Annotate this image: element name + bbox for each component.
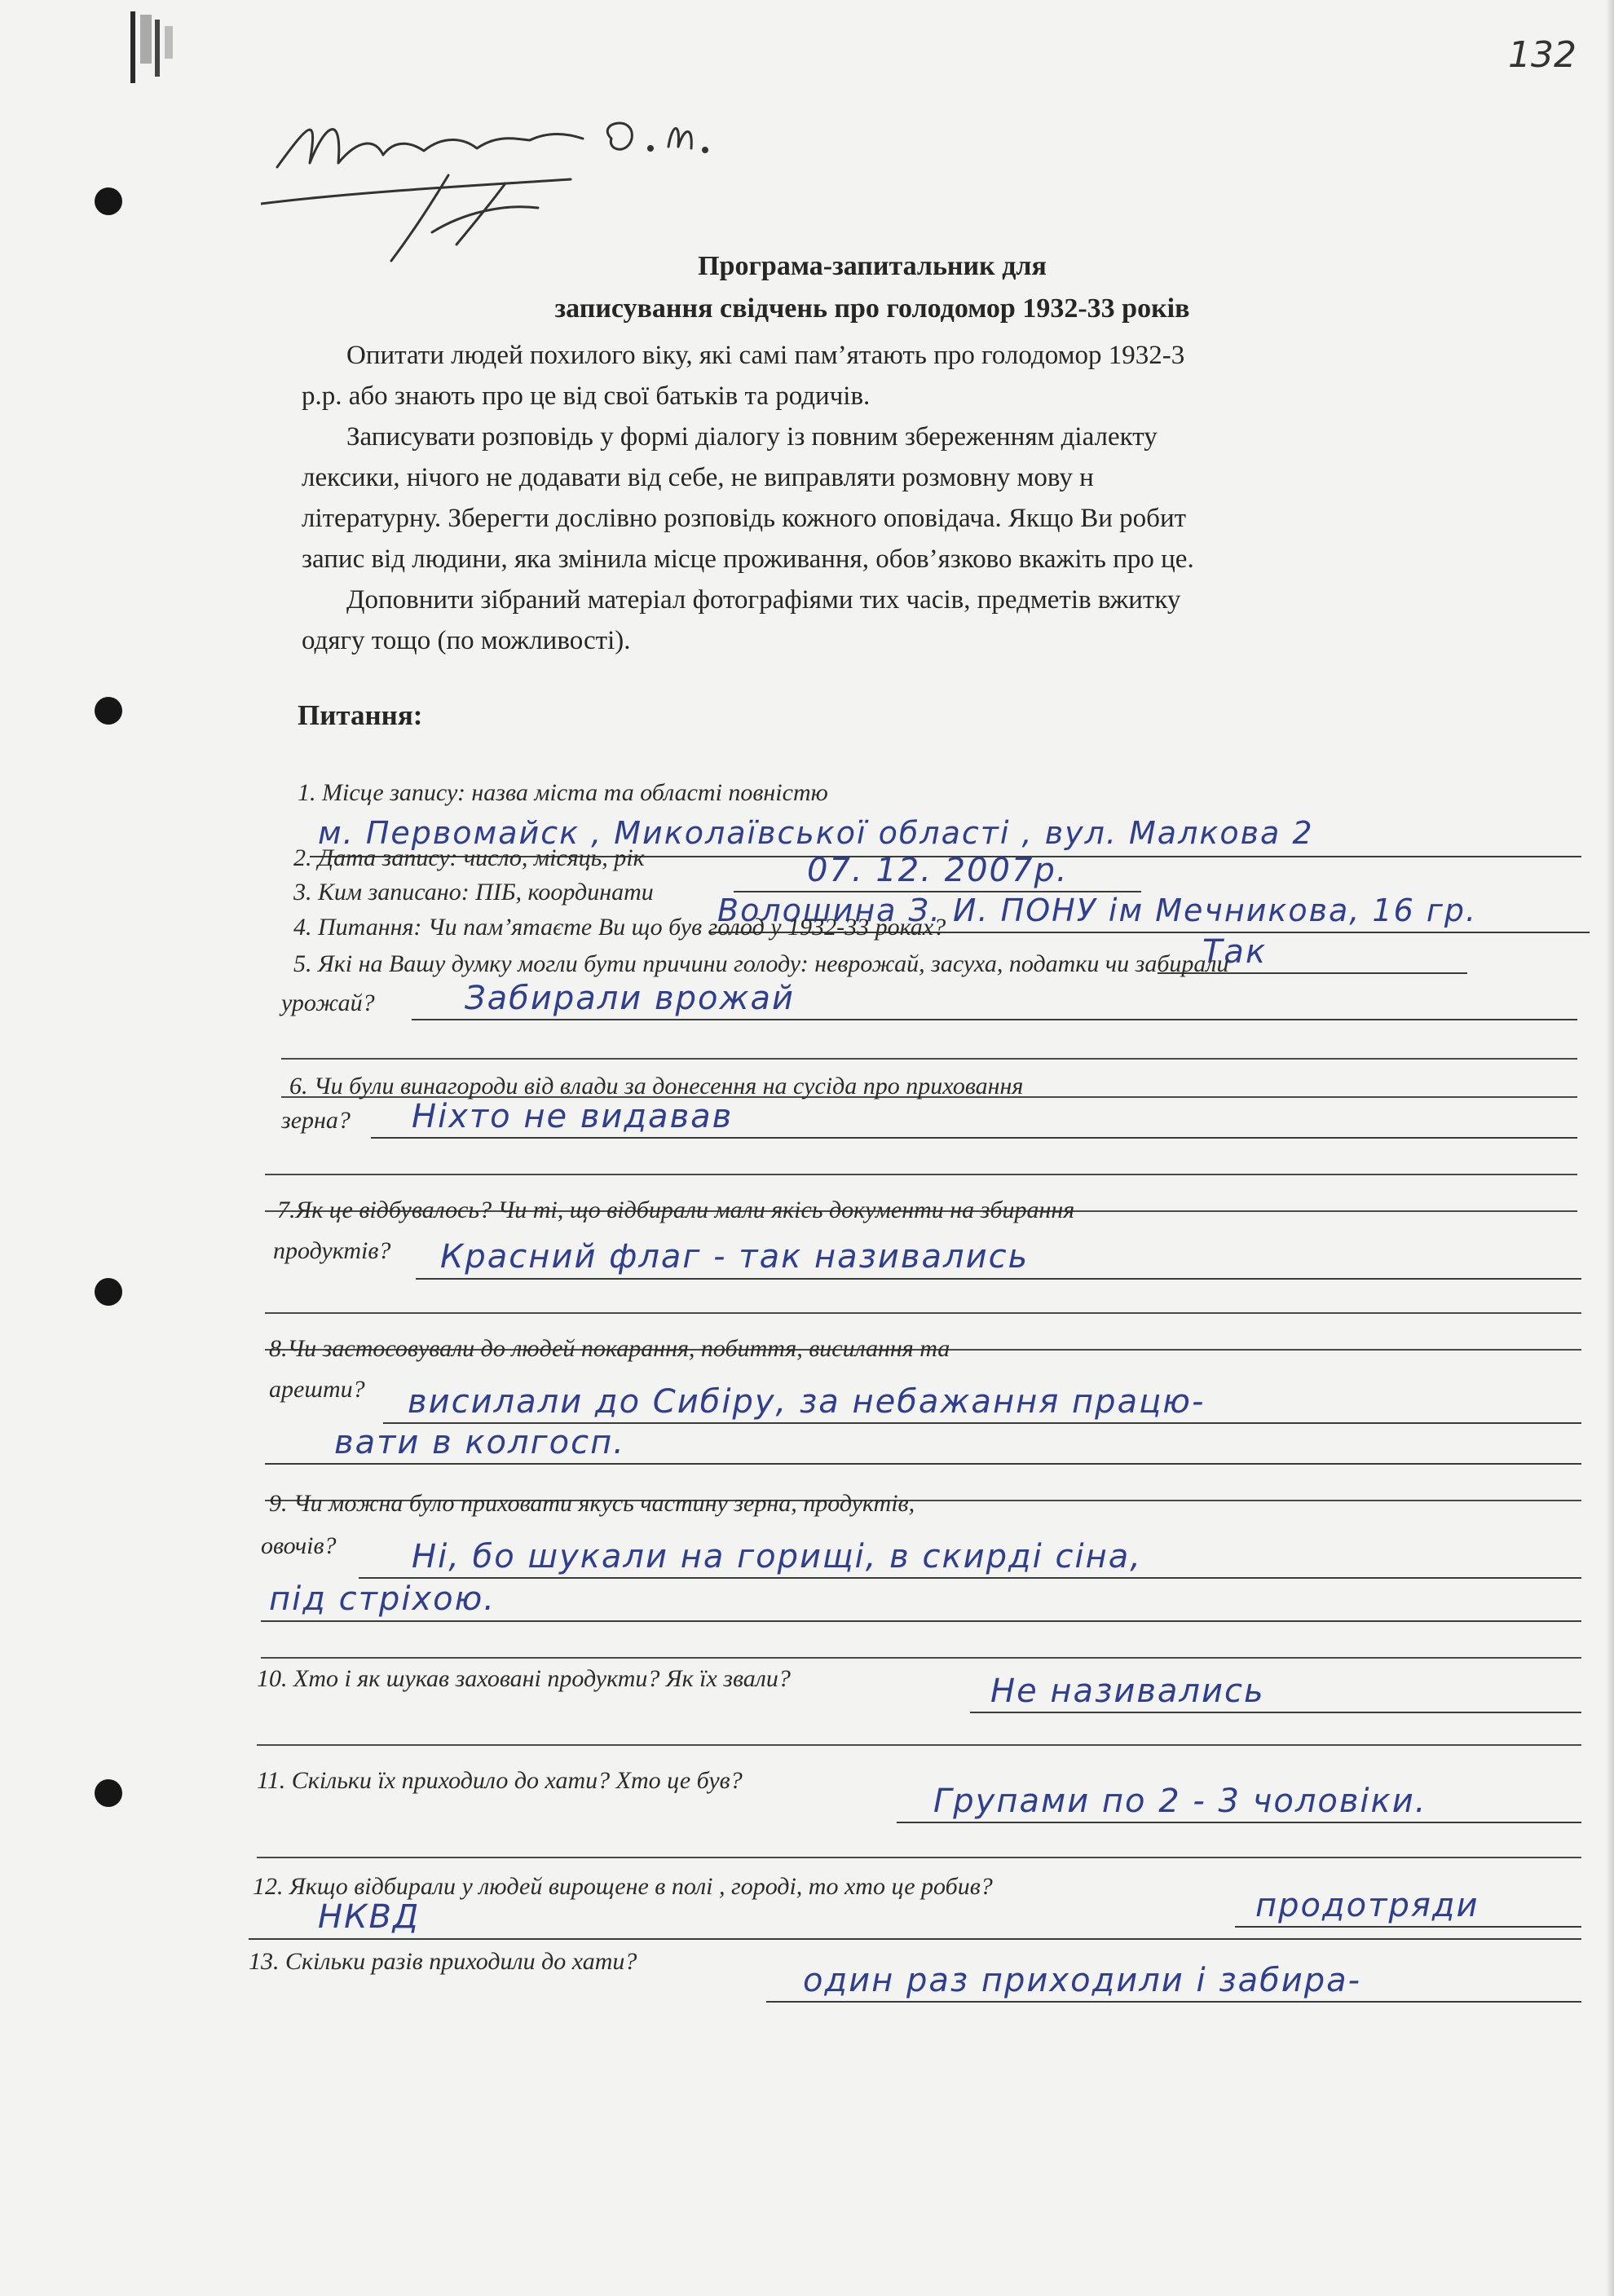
answer-4-remember: Так xyxy=(1202,933,1268,971)
answer-8-underline-2 xyxy=(265,1463,1581,1465)
answer-12-underline-2 xyxy=(249,1938,1581,1940)
punch-hole-4 xyxy=(95,1779,122,1807)
intro-line: Доповнити зібраний матеріал фотографіями тих часів, предметів вжитку xyxy=(346,585,1181,615)
question-10: 10. Хто і як шукав заховані продукти? Як їх звали? xyxy=(257,1665,791,1692)
answer-13-times: один раз приходили і забира- xyxy=(803,1962,1362,1999)
question-4: 4. Питання: Чи пам’ятаєте Ви що був голод у 1932-33 роках? xyxy=(293,914,946,941)
answer-9-hiding-cont: під стріхою. xyxy=(269,1580,496,1618)
answer-2-date: 07. 12. 2007р. xyxy=(807,852,1069,889)
answer-1-place: м. Первомайск , Миколаївської області , вул. Малкова 2 xyxy=(318,815,1314,851)
question-7-cont: продуктів? xyxy=(273,1237,391,1264)
blank-line xyxy=(257,1744,1581,1746)
answer-10-underline xyxy=(970,1712,1581,1713)
answer-12-who-cont: НКВД xyxy=(318,1898,421,1936)
answer-9-underline-2 xyxy=(261,1620,1581,1622)
blank-line xyxy=(281,1058,1577,1060)
intro-line: запис від людини, яка змінила місце проживання, обов’язково вкажіть про це. xyxy=(302,544,1194,574)
questions-heading: Питання: xyxy=(298,699,423,731)
handwritten-signature xyxy=(261,90,717,277)
scan-artifact-mark xyxy=(130,11,187,85)
answer-12-underline xyxy=(1235,1926,1581,1928)
question-6-cont: зерна? xyxy=(281,1107,351,1134)
blank-line xyxy=(265,1174,1577,1175)
blank-line xyxy=(257,1857,1581,1858)
question-12: 12. Якщо відбирали у людей вирощене в полі , городі, то хто це робив? xyxy=(253,1873,993,1900)
answer-5-causes: Забирали врожай xyxy=(465,980,795,1017)
intro-line: одягу тощо (по можливості). xyxy=(302,626,631,655)
punch-hole-3 xyxy=(95,1278,122,1306)
question-6: 6. Чи були винагороди від влади за донесення на сусіда про приховання xyxy=(289,1073,1024,1100)
intro-line: лексики, нічого не додавати від себе, не виправляти розмовну мову н xyxy=(302,463,1094,492)
answer-11-underline xyxy=(897,1822,1581,1823)
intro-line: Опитати людей похилого віку, які самі пам’ятають про голодомор 1932-3 xyxy=(346,341,1185,370)
punch-hole-1 xyxy=(95,187,122,215)
question-9: 9. Чи можна було приховати якусь частину зерна, продуктів, xyxy=(269,1490,915,1517)
page-edge-shadow xyxy=(1606,0,1614,2296)
answer-7-underline xyxy=(416,1278,1581,1280)
intro-line: Записувати розповідь у формі діалогу із повним збереженням діалекту xyxy=(346,422,1158,452)
answer-9-underline xyxy=(359,1577,1581,1579)
blank-line xyxy=(261,1657,1581,1659)
answer-5-underline xyxy=(412,1019,1577,1020)
question-3: 3. Ким записано: ПІБ, координати xyxy=(293,879,654,906)
answer-10-who-searched: Не називались xyxy=(990,1672,1265,1710)
page-number: 132 xyxy=(1508,34,1577,76)
answer-6-underline xyxy=(371,1137,1577,1139)
intro-line: р.р. або знають про це від свої батьків та родичів. xyxy=(302,381,871,411)
blank-line xyxy=(265,1312,1581,1314)
form-title-line-1: Програма-запитальник для xyxy=(698,251,1047,281)
question-13: 13. Скільки разів приходили до хати? xyxy=(249,1948,637,1975)
punch-hole-2 xyxy=(95,697,122,725)
answer-8-punishment-cont: вати в колгосп. xyxy=(334,1424,625,1461)
answer-7-process: Красний флаг - так називались xyxy=(440,1238,1030,1276)
question-11: 11. Скільки їх приходило до хати? Хто це був? xyxy=(257,1767,743,1794)
question-2: 2. Дата запису: число, місяць, рік xyxy=(293,844,645,871)
answer-13-underline xyxy=(766,2001,1581,2003)
question-8-cont: арешти? xyxy=(269,1376,365,1403)
answer-9-hiding: Ні, бо шукали на горищі, в скирді сіна, xyxy=(412,1538,1142,1575)
question-9-cont: овочів? xyxy=(261,1532,337,1559)
answer-11-how-many: Групами по 2 - 3 чоловіки. xyxy=(933,1783,1427,1820)
question-5-cont: урожай? xyxy=(281,989,375,1016)
answer-12-who: продотряди xyxy=(1255,1887,1480,1924)
question-1: 1. Місце запису: назва міста та області повністю xyxy=(298,779,828,806)
question-7: 7.Як це відбувалось? Чи ті, що відбирали мали якісь документи на збирання xyxy=(277,1196,1075,1223)
intro-line: літературну. Зберегти дослівно розповідь кожного оповідача. Якщо Ви робит xyxy=(302,504,1187,533)
question-5: 5. Які на Вашу думку могли бути причини голоду: неврожай, засуха, податки чи забирали xyxy=(293,950,1229,977)
question-8: 8.Чи застосовували до людей покарання, побиття, висилання та xyxy=(269,1335,950,1362)
answer-8-punishment: висилали до Сибіру, за небажання працю- xyxy=(408,1383,1206,1421)
answer-6-rewards: Ніхто не видавав xyxy=(412,1098,734,1135)
form-title-line-2: записування свідчень про голодомор 1932-33 років xyxy=(554,293,1190,324)
answer-3-recorder: Волошина З. И. ПОНУ ім Мечникова, 16 гр. xyxy=(717,892,1478,928)
